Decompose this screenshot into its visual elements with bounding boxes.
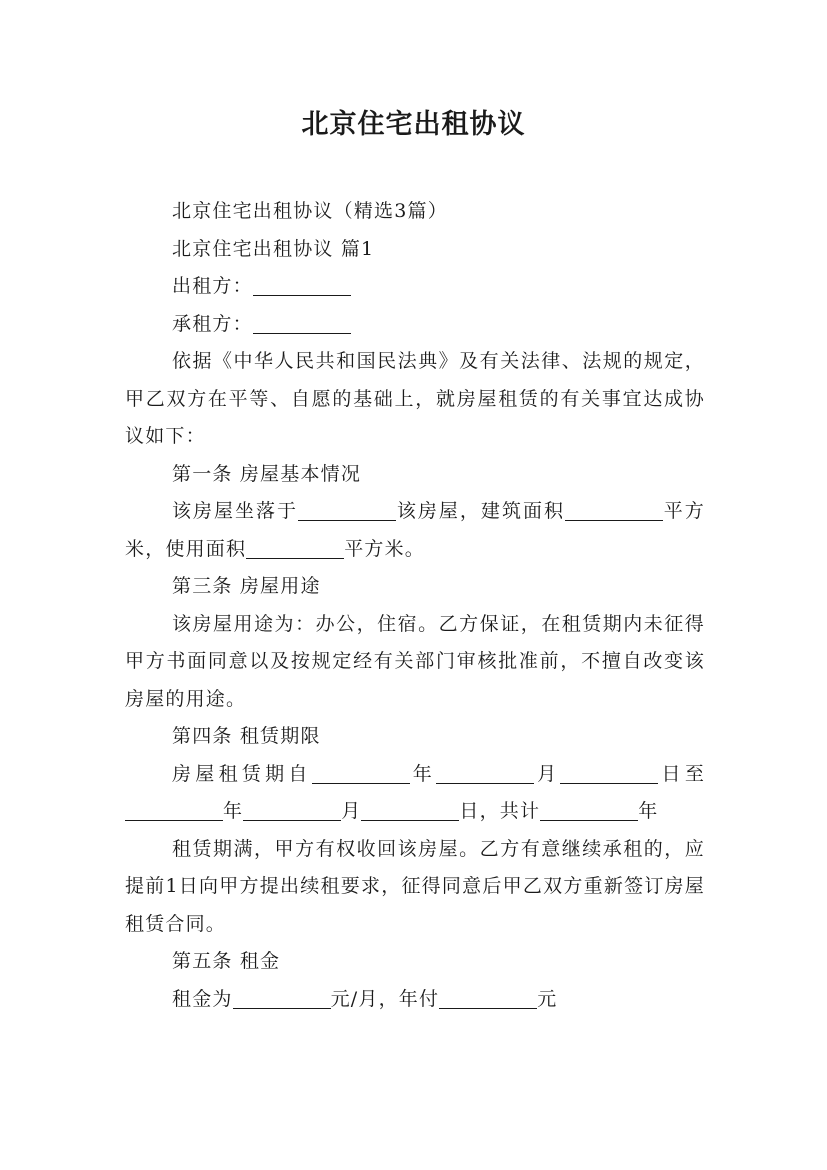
article1-paragraph [125, 493, 705, 568]
lessor-line [125, 268, 705, 306]
article1-text-usable-area: 平方米，使用面积 [125, 500, 706, 560]
article4-heading: 第四条 租赁期限 [172, 725, 321, 747]
article4-renewal-paragraph: 租赁期满，甲方有权收回该房屋。乙方有意继续承租的，应提前1日向甲方提出续租要求，征得同意后甲乙双方重新签订房屋租赁合同。 [125, 837, 705, 935]
rent-per-month-label: 元/月，年付 [330, 987, 440, 1010]
article1-heading: 第一条 房屋基本情况 [172, 462, 362, 485]
monthly-rent-blank [233, 988, 331, 1009]
usable-area-blank [246, 538, 344, 559]
intro-paragraph: 依据《中华人民共和国民法典》及有关法律、法规的规定，甲乙双方在平等、自愿的基础上，就房屋租赁的有关事宜达成协议如下： [125, 350, 705, 447]
article1-text-end: 平方米。 [344, 537, 426, 560]
total-years-label: 年 [638, 800, 659, 822]
article3-paragraph: 该房屋用途为：办公，住宿。乙方保证，在租赁期内未征得甲方书面同意以及按规定经有关部门审核批准前，不擅自改变该房屋的用途。 [125, 612, 705, 710]
start-day-label: 日至 [658, 762, 706, 785]
article3-heading: 第三条 房屋用途 [172, 575, 321, 597]
start-month-label: 月 [534, 762, 561, 785]
building-area-blank [565, 500, 663, 521]
article5-heading: 第五条 租金 [172, 950, 281, 972]
part-heading: 北京住宅出租协议 篇1 [172, 237, 375, 260]
start-year-label: 年 [409, 762, 437, 785]
location-blank [298, 500, 396, 521]
start-day-blank [560, 763, 658, 784]
document-subtitle: 北京住宅出租协议（精选3篇） [172, 200, 448, 222]
start-year-blank [312, 763, 410, 784]
document-title: 北京住宅出租协议 [301, 109, 526, 140]
document-body [125, 193, 705, 1018]
end-day-blank [361, 800, 459, 821]
article4-term-paragraph [125, 756, 705, 831]
end-month-blank [243, 800, 341, 821]
lessor-label: 出租方： [172, 275, 253, 297]
rent-label: 租金为 [172, 987, 233, 1010]
annual-rent-blank [439, 988, 537, 1009]
end-day-label: 日，共计 [459, 800, 541, 822]
rent-yuan-label: 元 [537, 987, 558, 1010]
lessee-line [125, 306, 705, 344]
end-year-blank [125, 800, 223, 821]
end-year-label: 年 [223, 800, 244, 822]
article1-text-location: 该房屋坐落于 [172, 500, 299, 522]
total-years-blank [540, 800, 638, 821]
start-month-blank [436, 763, 534, 784]
end-month-label: 月 [341, 800, 362, 822]
lessor-blank [253, 275, 351, 296]
article1-text-building-area: 该房屋，建筑面积 [396, 500, 565, 522]
term-start-label: 房屋租赁期自 [172, 762, 312, 785]
lessee-blank [253, 313, 351, 334]
article5-paragraph [125, 981, 705, 1019]
lessee-label: 承租方： [172, 312, 253, 335]
